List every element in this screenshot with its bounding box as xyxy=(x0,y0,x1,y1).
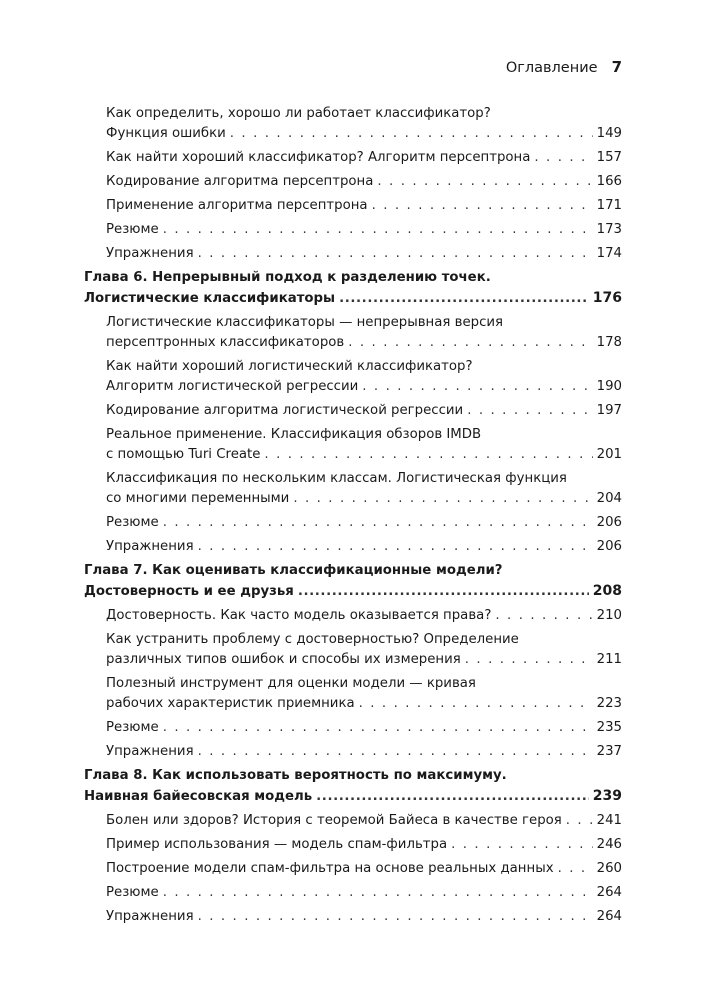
toc-entry-title-line: персептронных классификаторов xyxy=(106,335,345,350)
toc-entry-title-line: Как найти хороший логистический классификатор? xyxy=(106,359,473,374)
toc-entry-title-line: со многими переменными xyxy=(106,491,290,506)
toc-page-number: 246 xyxy=(596,837,622,852)
toc-section-entry xyxy=(84,357,622,397)
toc-page-number: 241 xyxy=(596,813,622,828)
dot-leader xyxy=(163,513,593,533)
toc-page-number: 206 xyxy=(596,515,622,530)
toc-entry-title-line: с помощью Turi Create xyxy=(106,447,261,462)
toc-section-entry xyxy=(84,148,622,168)
toc-section-entry xyxy=(84,883,622,903)
toc-page-number: 260 xyxy=(596,861,622,876)
toc-section-entry xyxy=(84,513,622,533)
toc-page-number: 149 xyxy=(596,126,622,141)
toc-section-entry xyxy=(84,220,622,240)
toc-chapter-entry xyxy=(84,766,622,807)
dot-leader xyxy=(566,811,593,831)
toc-page-number: 206 xyxy=(596,539,622,554)
toc-section-entry xyxy=(84,469,622,509)
dot-leader xyxy=(198,537,593,557)
dot-leader xyxy=(230,124,593,144)
toc-entry-title-line: Упражнения xyxy=(106,539,194,554)
toc-entry-title-line: Построение модели спам-фильтра на основе реальных данных xyxy=(106,861,554,876)
toc-entry-title-line: Резюме xyxy=(106,222,159,237)
page-number: 7 xyxy=(611,58,622,76)
toc-page-number: 178 xyxy=(596,335,622,350)
dot-leader xyxy=(348,333,592,353)
toc-entry-title-line: Глава 6. Непрерывный подход к разделению точек. xyxy=(84,270,491,285)
toc-section-entry xyxy=(84,811,622,831)
toc-page-number: 157 xyxy=(596,150,622,165)
dot-leader xyxy=(163,718,593,738)
toc-entry-title-line: Функция ошибки xyxy=(106,126,226,141)
toc-page-number: 210 xyxy=(596,608,622,623)
toc-entry-title-line: Упражнения xyxy=(106,744,194,759)
toc-entry-title-line: Резюме xyxy=(106,515,159,530)
running-header xyxy=(506,58,622,76)
toc-page-number: 235 xyxy=(596,720,622,735)
toc-section-entry xyxy=(84,196,622,216)
dot-leader xyxy=(451,835,592,855)
toc-entry-title-line: Достоверность и ее друзья xyxy=(84,584,294,599)
toc-entry-title-line: Упражнения xyxy=(106,909,194,924)
table-of-contents xyxy=(84,104,622,931)
toc-entry-title-line: Как определить, хорошо ли работает классификатор? xyxy=(106,106,491,121)
toc-entry-title-line: Как найти хороший классификатор? Алгоритм персептрона xyxy=(106,150,531,165)
toc-entry-title-line: Полезный инструмент для оценки модели — кривая xyxy=(106,676,476,691)
dot-leader xyxy=(293,489,592,509)
toc-page-number: 211 xyxy=(596,652,622,667)
dot-leader xyxy=(495,606,592,626)
toc-section-entry xyxy=(84,313,622,353)
toc-page-number: 173 xyxy=(596,222,622,237)
toc-section-entry xyxy=(84,401,622,421)
toc-entry-title-line: Глава 8. Как использовать вероятность по максимуму. xyxy=(84,768,507,783)
running-header-title: Оглавление xyxy=(505,60,598,76)
toc-entry-title-line: Пример использования — модель спам-фильтра xyxy=(106,837,448,852)
toc-entry-title-line: Логистические классификаторы xyxy=(84,291,336,306)
toc-page-number: 237 xyxy=(596,744,622,759)
toc-page-number: 201 xyxy=(596,447,622,462)
toc-entry-title-line: Кодирование алгоритма персептрона xyxy=(106,174,374,189)
toc-entry-title-line: Упражнения xyxy=(106,246,194,261)
toc-section-entry xyxy=(84,425,622,465)
toc-section-entry xyxy=(84,104,622,144)
toc-entry-title-line: Кодирование алгоритма логистической регрессии xyxy=(106,403,464,418)
dot-leader xyxy=(372,196,593,216)
toc-entry-title-line: Достоверность. Как часто модель оказывается права? xyxy=(106,608,492,623)
toc-section-entry xyxy=(84,630,622,670)
toc-page-number: 176 xyxy=(592,290,622,306)
dot-leader xyxy=(163,220,593,240)
toc-section-entry xyxy=(84,172,622,192)
toc-entry-title-line: рабочих характеристик приемника xyxy=(106,696,355,711)
toc-page-number: 190 xyxy=(596,379,622,394)
dot-leader xyxy=(359,694,593,714)
toc-page-number: 239 xyxy=(592,788,622,804)
toc-entry-title-line: Логистические классификаторы — непрерывная версия xyxy=(106,315,504,330)
dot-leader xyxy=(264,445,592,465)
dot-leader xyxy=(198,244,593,264)
toc-page-number: 208 xyxy=(592,583,622,599)
toc-section-entry xyxy=(84,718,622,738)
toc-entry-title-line: Болен или здоров? История с теоремой Байеса в качестве героя xyxy=(106,813,562,828)
dot-leader xyxy=(377,172,592,192)
toc-entry-title-line: Резюме xyxy=(106,885,159,900)
toc-section-entry xyxy=(84,742,622,762)
dot-leader xyxy=(198,742,593,762)
toc-page-number: 204 xyxy=(596,491,622,506)
toc-section-entry xyxy=(84,907,622,927)
dot-leader xyxy=(534,148,592,168)
toc-entry-title-line: Алгоритм логистической регрессии xyxy=(106,379,359,394)
toc-section-entry xyxy=(84,835,622,855)
dot-leader xyxy=(316,787,589,807)
toc-chapter-entry xyxy=(84,561,622,602)
dot-leader xyxy=(465,650,593,670)
toc-page-number: 166 xyxy=(596,174,622,189)
dot-leader xyxy=(558,859,593,879)
dot-leader xyxy=(198,907,593,927)
toc-entry-title-line: Резюме xyxy=(106,720,159,735)
toc-entry-title-line: Наивная байесовская модель xyxy=(84,789,313,804)
toc-section-entry xyxy=(84,674,622,714)
toc-entry-title-line: различных типов ошибок и способы их измерения xyxy=(106,652,461,667)
toc-entry-title-line: Как устранить проблему с достоверностью? Определение xyxy=(106,632,519,647)
toc-entry-title-line: Глава 7. Как оценивать классификационные модели? xyxy=(84,563,503,578)
toc-page-number: 264 xyxy=(596,885,622,900)
toc-page-number: 264 xyxy=(596,909,622,924)
dot-leader xyxy=(339,289,589,309)
dot-leader xyxy=(298,582,589,602)
toc-section-entry xyxy=(84,606,622,626)
dot-leader xyxy=(467,401,592,421)
toc-section-entry xyxy=(84,859,622,879)
toc-entry-title-line: Применение алгоритма персептрона xyxy=(106,198,368,213)
toc-page-number: 171 xyxy=(596,198,622,213)
toc-page-number: 223 xyxy=(596,696,622,711)
toc-page-number: 197 xyxy=(596,403,622,418)
dot-leader xyxy=(163,883,593,903)
toc-entry-title-line: Реальное применение. Классификация обзоров IMDB xyxy=(106,427,482,442)
toc-chapter-entry xyxy=(84,268,622,309)
dot-leader xyxy=(362,377,592,397)
toc-section-entry xyxy=(84,244,622,264)
toc-page-number: 174 xyxy=(596,246,622,261)
toc-entry-title-line: Классификация по нескольким классам. Логистическая функция xyxy=(106,471,567,486)
toc-section-entry xyxy=(84,537,622,557)
